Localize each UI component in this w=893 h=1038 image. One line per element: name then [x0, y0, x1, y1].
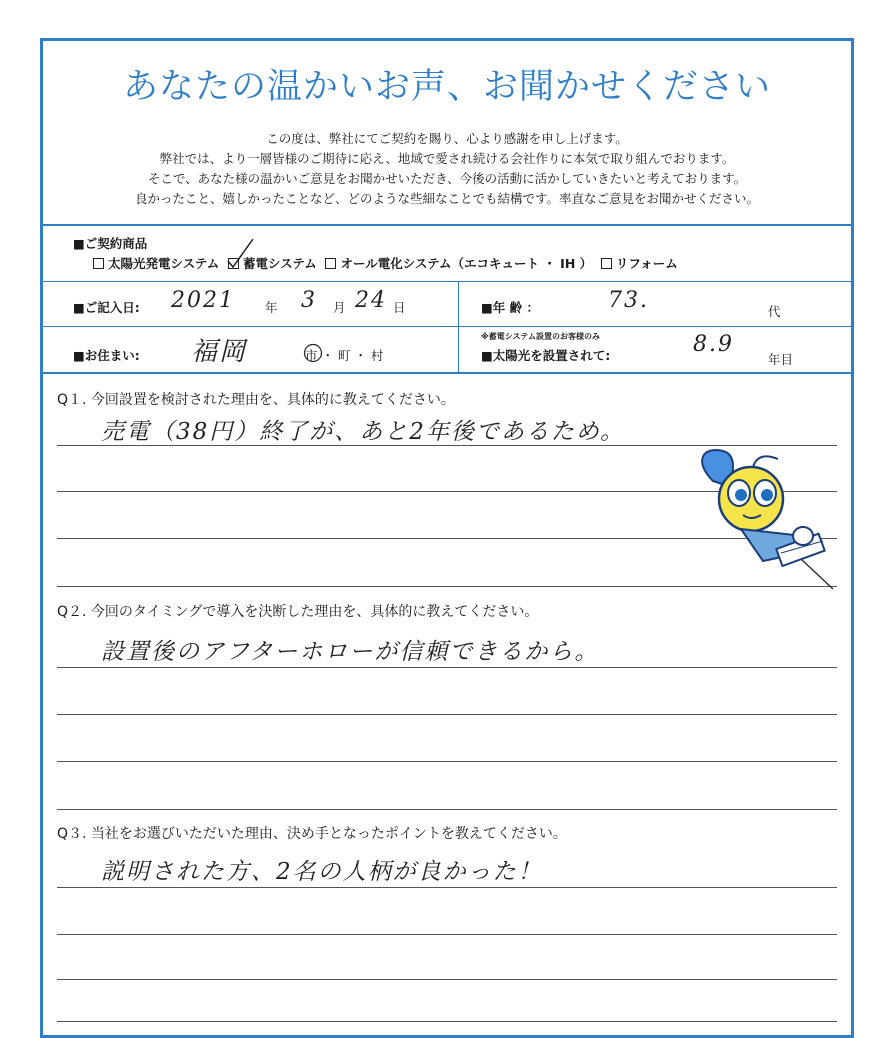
contract-options	[93, 254, 678, 272]
option-solar: 太陽光発電システム	[108, 256, 220, 271]
age-label: ■年 齢 ：	[481, 300, 540, 315]
answer-line	[57, 809, 837, 810]
date-year-unit: 年	[265, 300, 278, 315]
mascot-illustration	[683, 441, 843, 591]
intro-text	[43, 129, 851, 209]
page-title: あなたの温かいお声、お聞かせください	[122, 67, 771, 107]
answer-2[interactable]: 設置後のアフターホローが信頼できるから。	[101, 639, 600, 665]
answer-line	[57, 887, 837, 888]
date-label: ■ご記入日:	[73, 300, 140, 315]
answer-line	[57, 667, 837, 668]
age-unit: 代	[768, 304, 781, 319]
check-mark-icon	[225, 239, 255, 269]
divider	[43, 281, 851, 282]
answer-line	[57, 934, 837, 935]
checkbox-solar[interactable]	[93, 258, 104, 269]
survey-sheet	[40, 38, 854, 1038]
info-block	[43, 224, 851, 374]
checkbox-all-electric[interactable]	[325, 258, 336, 269]
date-month-value[interactable]: 3	[301, 288, 317, 313]
date-year-value[interactable]: 2021	[171, 288, 235, 313]
solar-unit: 年目	[768, 352, 794, 367]
answer-line	[57, 979, 837, 980]
option-reform: リフォーム	[615, 256, 678, 271]
age-value[interactable]: 73.	[608, 288, 649, 313]
address-suffix-text: 市 ・ 町 ・ 村	[305, 348, 384, 363]
solar-label: ■太陽光を設置されて:	[481, 348, 611, 363]
solar-note: ※蓄電システム設置のお客様のみ	[481, 332, 600, 341]
answer-line	[57, 714, 837, 715]
date-month-unit: 月	[333, 300, 346, 315]
address-value[interactable]: 福岡	[191, 337, 248, 367]
checkbox-storage[interactable]	[228, 258, 239, 269]
intro-line: そこで、あなた様の温かいご意見をお聞かせいただき、今後の活動に活かしていきたいと考えております。	[147, 171, 747, 186]
answer-line	[57, 761, 837, 762]
divider	[43, 326, 851, 327]
question-2: Q２. 今回のタイミングで導入を決断した理由を、具体的に教えてください。	[57, 604, 539, 620]
option-storage: 蓄電システム	[242, 256, 317, 271]
intro-line: この度は、弊社にてご契約を賜り、心より感謝を申し上げます。	[266, 131, 628, 146]
date-day-value[interactable]: 24	[355, 288, 387, 313]
divider	[458, 281, 459, 374]
circle-mark-icon	[303, 343, 323, 363]
date-day-unit: 日	[393, 300, 406, 315]
option-all-electric: オール電化システム（エコキュート ・ IH ）	[340, 256, 593, 271]
answer-line	[57, 1021, 837, 1022]
intro-line: 弊社では、より一層皆様のご期待に応え、地域で愛され続ける会社作りに本気で取り組んでおります。	[159, 151, 735, 166]
solar-value[interactable]: 8.9	[693, 332, 734, 357]
answer-1[interactable]: 売電（38円）終了が、あと2年後であるため。	[101, 419, 625, 445]
checkbox-reform[interactable]	[601, 258, 612, 269]
contract-label: ■ご契約商品	[73, 236, 148, 251]
question-1: Q１. 今回設置を検討された理由を、具体的に教えてください。	[57, 392, 455, 408]
question-3: Q３. 当社をお選びいただいた理由、決め手となったポイントを教えてください。	[57, 826, 567, 842]
intro-line: 良かったこと、嬉しかったことなど、どのような些細なことでも結構です。率直なご意見をお聞かせください。	[134, 191, 759, 206]
answer-3[interactable]: 説明された方、2名の人柄が良かった！	[101, 859, 543, 885]
address-label: ■お住まい:	[73, 348, 140, 363]
